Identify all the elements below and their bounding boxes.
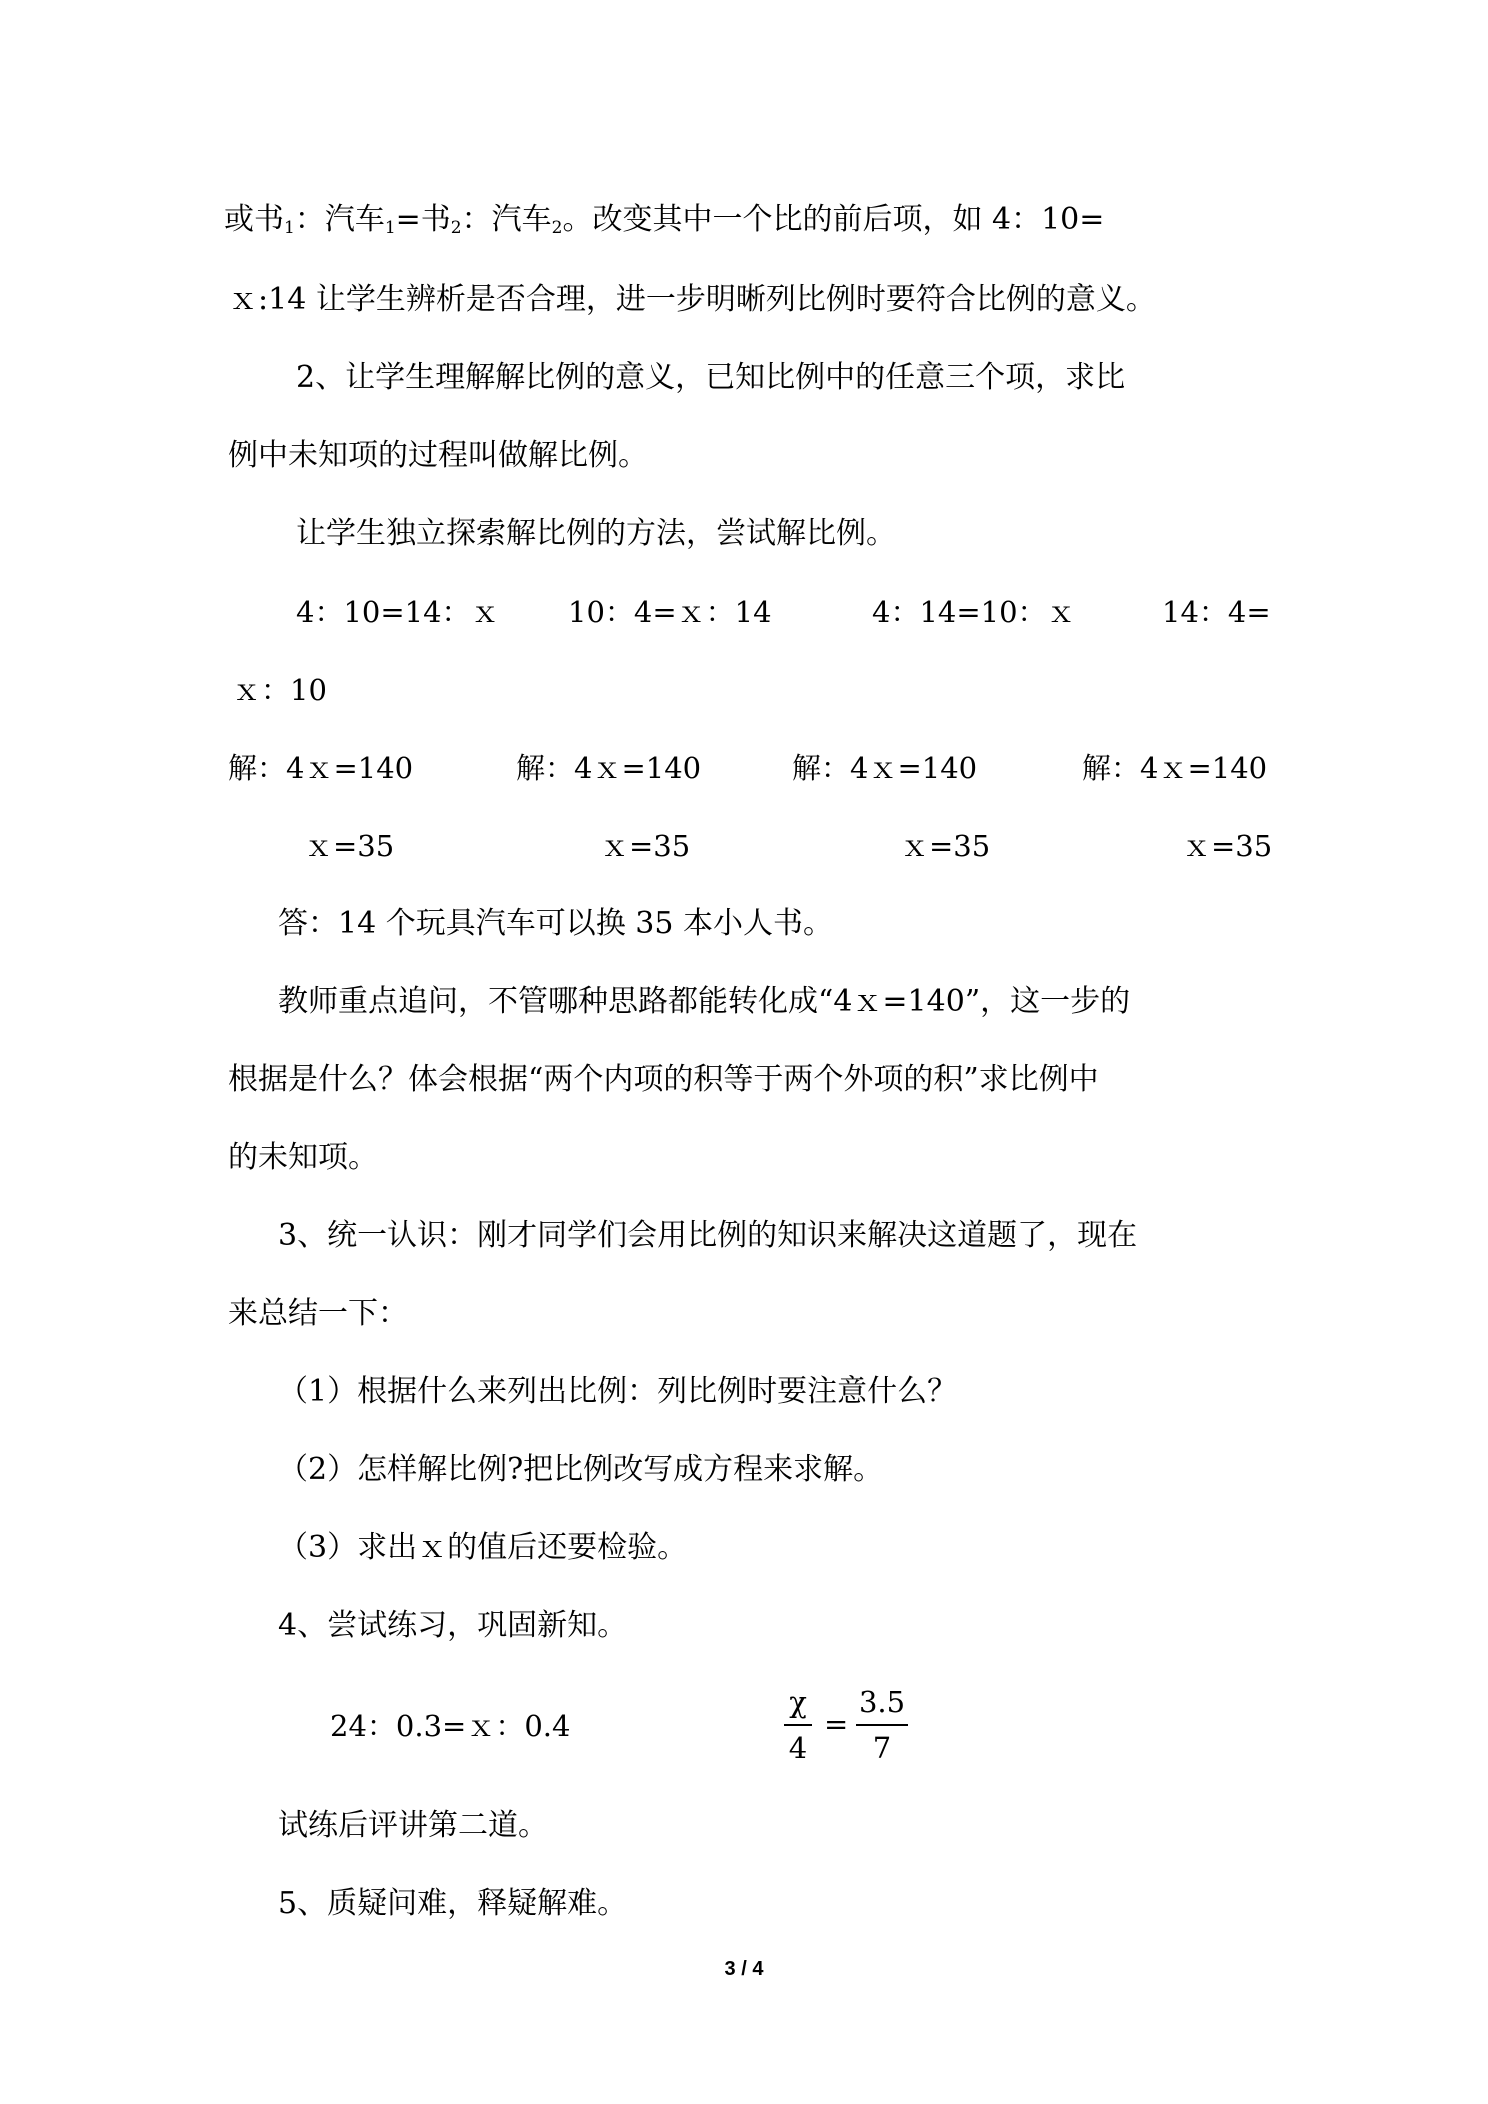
proportion-3: 4：14=10：ｘ: [872, 595, 1076, 629]
text-segment: ：汽车: [294, 202, 385, 237]
fraction-denominator: 7: [872, 1731, 892, 1765]
text-line-2: ｘ:14 让学生辨析是否合理，进一步明晰列比例时要符合比例的意义。: [228, 282, 1156, 317]
subscript: 1: [384, 218, 396, 238]
fraction-bar: [856, 1724, 908, 1726]
solution-step-2: ｘ=35: [600, 829, 691, 863]
proportion-4-continued: ｘ：10: [232, 673, 327, 707]
paragraph-4: 4、尝试练习，巩固新知。: [278, 1608, 628, 1643]
proportion-2: 10：4=ｘ：14: [568, 595, 772, 629]
solution-step-2: ｘ=35: [900, 829, 991, 863]
subscript: 2: [551, 218, 563, 238]
text-segment: =书: [395, 202, 451, 237]
teacher-line-1: 教师重点追问，不管哪种思路都能转化成“4ｘ=140”，这一步的: [278, 984, 1131, 1019]
fraction-bar: [784, 1724, 812, 1726]
teacher-line-3: 的未知项。: [228, 1140, 378, 1175]
paragraph-5: 5、质疑问难，释疑解难。: [278, 1886, 628, 1921]
summary-line-1: 3、统一认识：刚才同学们会用比例的知识来解决这道题了，现在: [278, 1218, 1138, 1253]
text-line-1: [224, 200, 1104, 248]
proportion-4: 14：4=: [1162, 595, 1271, 629]
paragraph-2-line-1: 2、让学生理解解比例的意义，已知比例中的任意三个项，求比: [296, 360, 1126, 395]
teacher-line-2: 根据是什么？体会根据“两个内项的积等于两个外项的积”求比例中: [228, 1062, 1099, 1097]
page-number: 3 / 4: [724, 1958, 764, 1980]
solution-step-2: ｘ=35: [1182, 829, 1273, 863]
summary-item: （2）怎样解比例?把比例改写成方程来求解。: [278, 1452, 884, 1487]
solution-step-1: 解：4ｘ=140: [516, 751, 702, 785]
exercise-2-equals: =: [824, 1707, 849, 1741]
fraction-denominator: 4: [788, 1731, 808, 1765]
subscript: 2: [450, 218, 462, 238]
exercise-1: 24：0.3=ｘ：0.4: [330, 1709, 571, 1743]
summary-item: （3）求出ｘ的值后还要检验。: [278, 1530, 688, 1565]
summary-line-2: 来总结一下：: [228, 1296, 408, 1331]
summary-item: （1）根据什么来列出比例：列比例时要注意什么？: [278, 1374, 958, 1409]
solution-step-1: 解：4ｘ=140: [228, 751, 414, 785]
text-segment: 或书: [224, 202, 284, 237]
paragraph-3: 让学生独立探索解比例的方法，尝试解比例。: [296, 516, 896, 551]
exercise-2-lhs-fraction: [784, 1682, 812, 1768]
exercise-2-rhs-fraction: [856, 1682, 908, 1768]
answer-line: 答：14 个玩具汽车可以换 35 本小人书。: [278, 906, 833, 941]
text-segment: 。改变其中一个比的前后项，如 4：10=: [562, 202, 1105, 237]
solution-step-2: ｘ=35: [304, 829, 395, 863]
solution-step-1: 解：4ｘ=140: [1082, 751, 1268, 785]
review-line: 试练后评讲第二道。: [278, 1808, 548, 1843]
subscript: 1: [284, 218, 295, 238]
fraction-numerator: χ: [789, 1685, 807, 1719]
solution-step-1: 解：4ｘ=140: [792, 751, 978, 785]
paragraph-2-line-2: 例中未知项的过程叫做解比例。: [228, 438, 648, 473]
proportion-1: 4：10=14：ｘ: [296, 595, 500, 629]
fraction-numerator: 3.5: [858, 1685, 906, 1719]
text-segment: ：汽车: [461, 202, 552, 237]
